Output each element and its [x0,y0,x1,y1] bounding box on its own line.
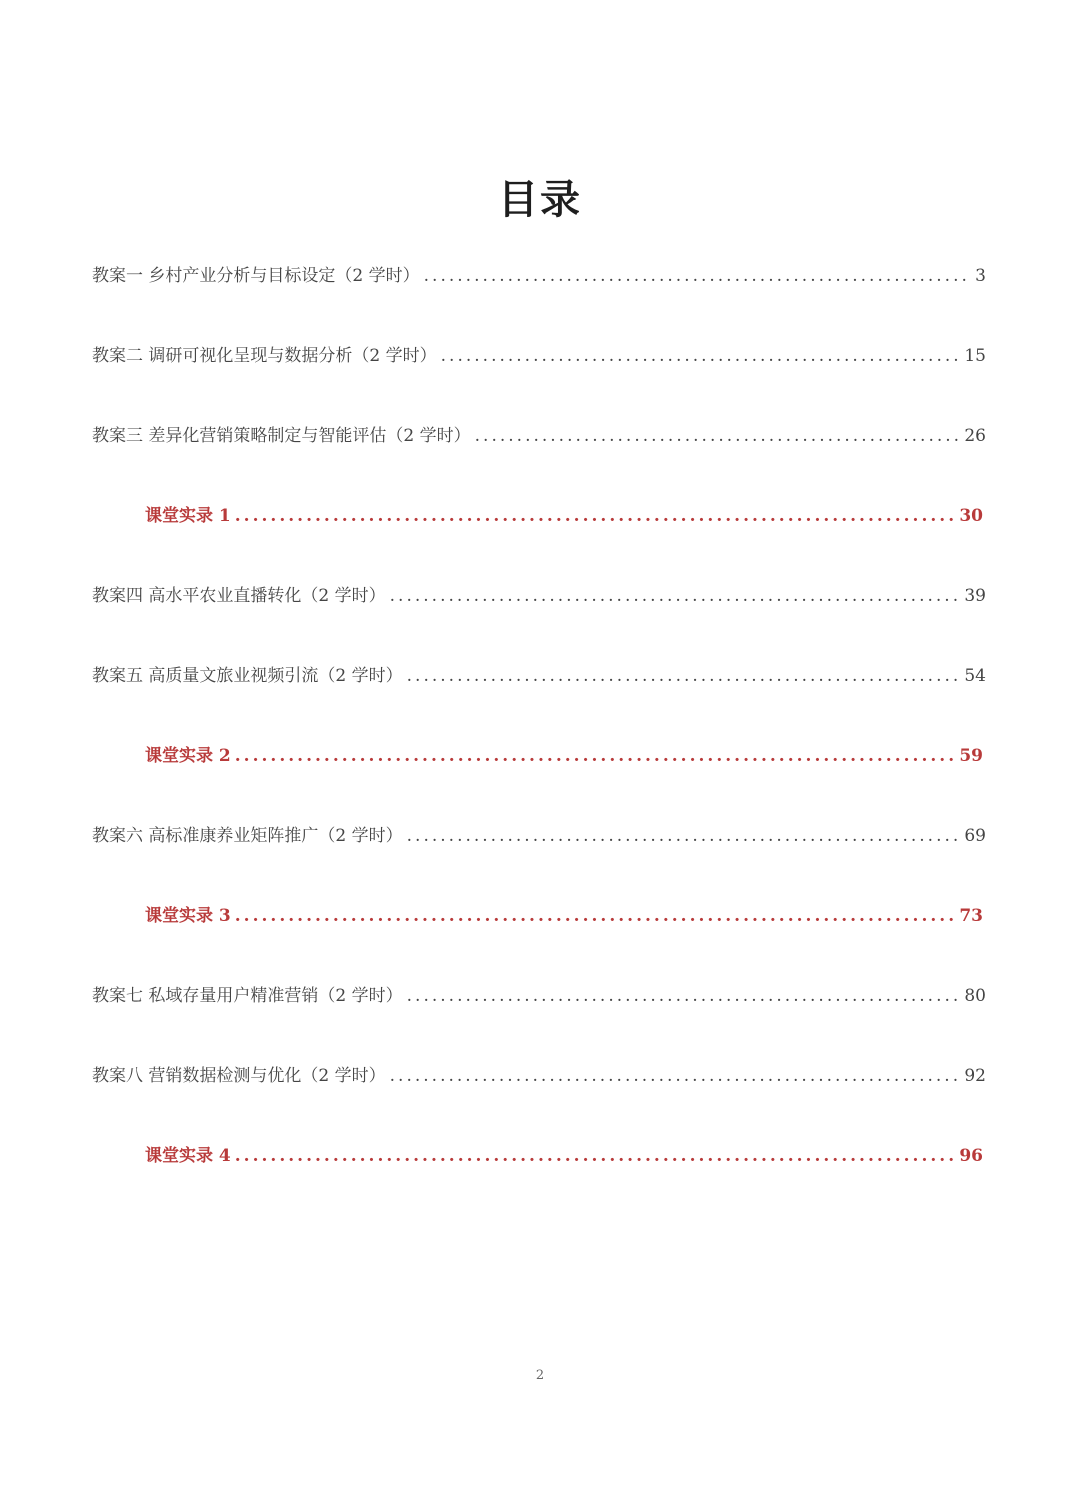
toc-leader-dots [235,904,956,928]
toc-entry-title: 高水平农业直播转化（2 学时） [148,586,386,606]
toc-leader-dots [475,424,961,448]
toc-entry-page: 3 [975,266,986,286]
toc-leader-dots [424,264,972,288]
toc-entry-number: 教案三 [92,426,143,446]
page-number: 2 [535,1368,545,1383]
toc-entry-title: 高标准康养业矩阵推广（2 学时） [148,826,403,846]
toc-entry-record-1[interactable] [145,488,983,528]
toc-entry-page: 39 [964,586,986,606]
toc-entry-page: 26 [964,426,986,446]
toc-entry-lesson-1[interactable] [92,248,986,288]
toc-entry-record-2[interactable] [145,728,983,768]
toc-entry-number: 教案八 [92,1066,143,1086]
toc-entry-page: 30 [959,506,983,526]
toc-entry-record-4[interactable] [145,1128,983,1168]
toc-entry-title: 差异化营销策略制定与智能评估（2 学时） [148,426,471,446]
toc-leader-dots [235,744,956,768]
toc-entry-page: 96 [959,1146,983,1166]
toc-entry-lesson-4[interactable] [92,568,986,608]
toc-entry-lesson-2[interactable] [92,328,986,368]
toc-leader-dots [235,504,956,528]
toc-entry-title: 调研可视化呈现与数据分析（2 学时） [148,346,437,366]
toc-entry-title: 营销数据检测与优化（2 学时） [148,1066,386,1086]
toc-entry-title: 高质量文旅业视频引流（2 学时） [148,666,403,686]
toc-entry-page: 69 [964,826,986,846]
toc-entry-lesson-8[interactable] [92,1048,986,1088]
toc-entry-number: 教案四 [92,586,143,606]
toc-entry-number: 教案二 [92,346,143,366]
toc-leader-dots [441,344,961,368]
toc-entry-record-3[interactable] [145,888,983,928]
toc-entry-page: 92 [964,1066,986,1086]
toc-entry-title: 课堂实录 3 [145,906,231,926]
toc-leader-dots [390,584,961,608]
toc-entry-title: 私域存量用户精准营销（2 学时） [148,986,403,1006]
toc-entry-page: 80 [964,986,986,1006]
toc-entry-title: 课堂实录 4 [145,1146,231,1166]
toc-entry-title: 课堂实录 1 [145,506,231,526]
toc-entry-page: 73 [959,906,983,926]
toc-entry-number: 教案一 [92,266,143,286]
toc-entry-lesson-6[interactable] [92,808,986,848]
toc-leader-dots [235,1144,956,1168]
toc-leader-dots [407,664,961,688]
toc-leader-dots [407,984,961,1008]
toc-entry-title: 课堂实录 2 [145,746,231,766]
toc-entry-page: 54 [964,666,986,686]
toc-entry-lesson-3[interactable] [92,408,986,448]
toc-entry-title: 乡村产业分析与目标设定（2 学时） [148,266,420,286]
toc-entry-page: 15 [964,346,986,366]
toc-entry-number: 教案七 [92,986,143,1006]
toc-entry-number: 教案五 [92,666,143,686]
toc-entry-lesson-7[interactable] [92,968,986,1008]
toc-entry-page: 59 [959,746,983,766]
toc-leader-dots [390,1064,961,1088]
page-title: 目录 [498,177,582,223]
toc-entry-number: 教案六 [92,826,143,846]
toc-leader-dots [407,824,961,848]
toc-entry-lesson-5[interactable] [92,648,986,688]
